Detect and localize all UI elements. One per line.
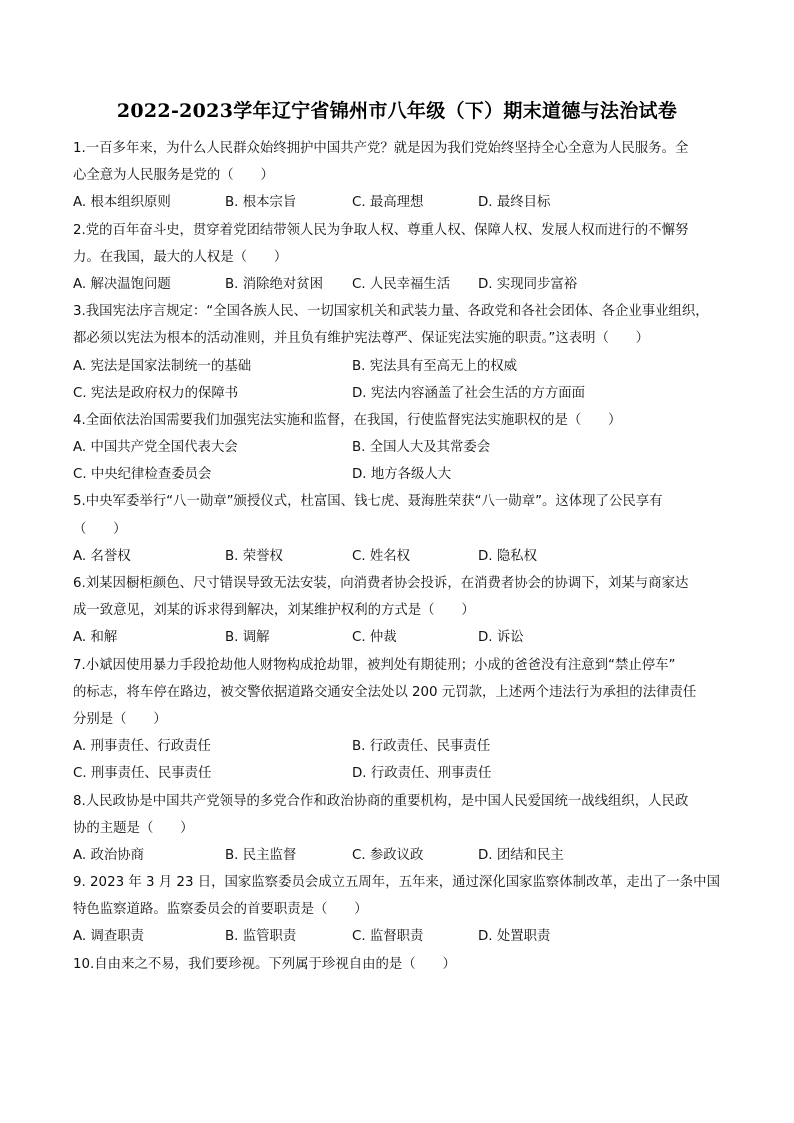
option-row [73, 434, 725, 461]
option-b[interactable]: B. 荣誉权 [225, 548, 283, 564]
question-text-line: 3.我国宪法序言规定：“全国各族人民、一切国家机关和武装力量、各政党和各社会团体、各企业事业组织， [73, 304, 709, 320]
question-7 [73, 652, 725, 788]
question-text-line: 特色监察道路。监察委员会的首要职责是（ ） [73, 902, 368, 918]
option-row [73, 923, 725, 950]
question-text-line: 都必须以宪法为根本的活动准则，并且负有维护宪法尊严、保证宪法实施的职责。”这表明（ ） [73, 331, 650, 347]
question-text-line: 2.党的百年奋斗史，贯穿着党团结带领人民为争取人权、尊重人权、保障人权、发展人权而进行的不懈努 [73, 222, 689, 238]
option-c[interactable]: C. 参政议政 [352, 847, 424, 863]
option-d[interactable]: D. 最终目标 [478, 195, 551, 211]
option-row [73, 271, 725, 298]
option-a[interactable]: A. 和解 [73, 630, 118, 646]
option-b[interactable]: B. 监管职责 [225, 929, 297, 945]
question-2 [73, 217, 725, 299]
option-row [73, 380, 725, 407]
option-c[interactable]: C. 仲裁 [352, 630, 397, 646]
option-a[interactable]: A. 解决温饱问题 [73, 276, 171, 292]
question-text-line: 7.小斌因使用暴力手段抢劫他人财物构成抢劫罪，被判处有期徒刑；小成的爸爸没有注意到“禁止停车” [73, 657, 676, 673]
option-a[interactable]: A. 中国共产党全国代表大会 [73, 440, 238, 456]
option-b[interactable]: B. 根本宗旨 [225, 195, 297, 211]
option-a[interactable]: A. 调查职责 [73, 929, 144, 945]
option-b[interactable]: B. 消除绝对贫困 [225, 276, 324, 292]
option-c[interactable]: C. 人民幸福生活 [352, 276, 451, 292]
option-row [73, 543, 725, 570]
question-list [73, 135, 725, 978]
option-d[interactable]: D. 地方各级人大 [352, 467, 452, 483]
question-text-line: 协的主题是（ ） [73, 820, 194, 836]
option-d[interactable]: D. 实现同步富裕 [478, 276, 578, 292]
option-d[interactable]: D. 隐私权 [478, 548, 537, 564]
option-c[interactable]: C. 宪法是政府权力的保障书 [73, 385, 239, 401]
option-b[interactable]: B. 宪法具有至高无上的权威 [352, 358, 517, 374]
question-text-line: 4.全面依法治国需要我们加强宪法实施和监督，在我国，行使监督宪法实施职权的是（ ） [73, 412, 622, 428]
question-text-line: 5.中央军委举行“八一勋章”颁授仪式，杜富国、钱七虎、聂海胜荣获“八一勋章”。这体现了公民享有 [73, 494, 663, 510]
option-row [73, 842, 725, 869]
option-b[interactable]: B. 调解 [225, 630, 270, 646]
question-text-line: 9. 2023 年 3 月 23 日，国家监察委员会成立五周年，五年来，通过深化国家监察体制改革，走出了一条中国 [73, 875, 720, 891]
option-d[interactable]: D. 团结和民主 [478, 847, 564, 863]
option-row [73, 624, 725, 651]
option-d[interactable]: D. 处置职责 [478, 929, 551, 945]
option-d[interactable]: D. 诉讼 [478, 630, 524, 646]
question-text-line: 分别是（ ） [73, 711, 167, 727]
option-a[interactable]: A. 宪法是国家法制统一的基础 [73, 358, 252, 374]
question-text-line: 成一致意见，刘某的诉求得到解决，刘某维护权利的方式是（ ） [73, 603, 475, 619]
option-a[interactable]: A. 政治协商 [73, 847, 144, 863]
question-8 [73, 788, 725, 870]
question-3 [73, 298, 725, 407]
option-a[interactable]: A. 刑事责任、行政责任 [73, 739, 211, 755]
question-4 [73, 407, 725, 489]
exam-title: 2022-2023学年辽宁省锦州市八年级（下）期末道德与法治试卷 [116, 100, 678, 122]
option-c[interactable]: C. 刑事责任、民事责任 [73, 766, 212, 782]
option-d[interactable]: D. 宪法内容涵盖了社会生活的方方面面 [352, 385, 586, 401]
option-row [73, 733, 725, 760]
option-a[interactable]: A. 名誉权 [73, 548, 131, 564]
question-5 [73, 488, 725, 570]
question-text-line: 8.人民政协是中国共产党领导的多党合作和政治协商的重要机构，是中国人民爱国统一战线组织，人民政 [73, 793, 689, 809]
option-row [73, 189, 725, 216]
question-9 [73, 869, 725, 951]
question-6 [73, 570, 725, 652]
option-c[interactable]: C. 姓名权 [352, 548, 411, 564]
option-row [73, 461, 725, 488]
question-text-line: 力。在我国，最大的人权是（ ） [73, 249, 288, 265]
question-1 [73, 135, 725, 217]
option-d[interactable]: D. 行政责任、刑事责任 [352, 766, 492, 782]
option-a[interactable]: A. 根本组织原则 [73, 195, 171, 211]
question-text-line: 10.自由来之不易，我们要珍视。下列属于珍视自由的是（ ） [73, 956, 456, 972]
option-c[interactable]: C. 中央纪律检查委员会 [73, 467, 212, 483]
question-text-line: 的标志，将车停在路边，被交警依据道路交通安全法处以 200 元罚款，上述两个违法行为承担的法律责任 [73, 684, 697, 700]
question-text-line: 心全意为人民服务是党的（ ） [73, 168, 274, 184]
option-b[interactable]: B. 行政责任、民事责任 [352, 739, 491, 755]
question-text-line: 6.刘某因橱柜颜色、尺寸错误导致无法安装，向消费者协会投诉，在消费者协会的协调下，刘某与商家达 [73, 576, 689, 591]
question-10 [73, 951, 725, 978]
question-text-line: 1.一百多年来，为什么人民群众始终拥护中国共产党？就是因为我们党始终坚持全心全意为人民服务。全 [73, 141, 689, 156]
option-c[interactable]: C. 最高理想 [352, 195, 424, 211]
question-text-line: （ ） [73, 521, 127, 537]
option-row [73, 760, 725, 787]
option-b[interactable]: B. 民主监督 [225, 847, 297, 863]
option-b[interactable]: B. 全国人大及其常委会 [352, 440, 491, 456]
option-c[interactable]: C. 监督职责 [352, 929, 424, 945]
option-row [73, 353, 725, 380]
